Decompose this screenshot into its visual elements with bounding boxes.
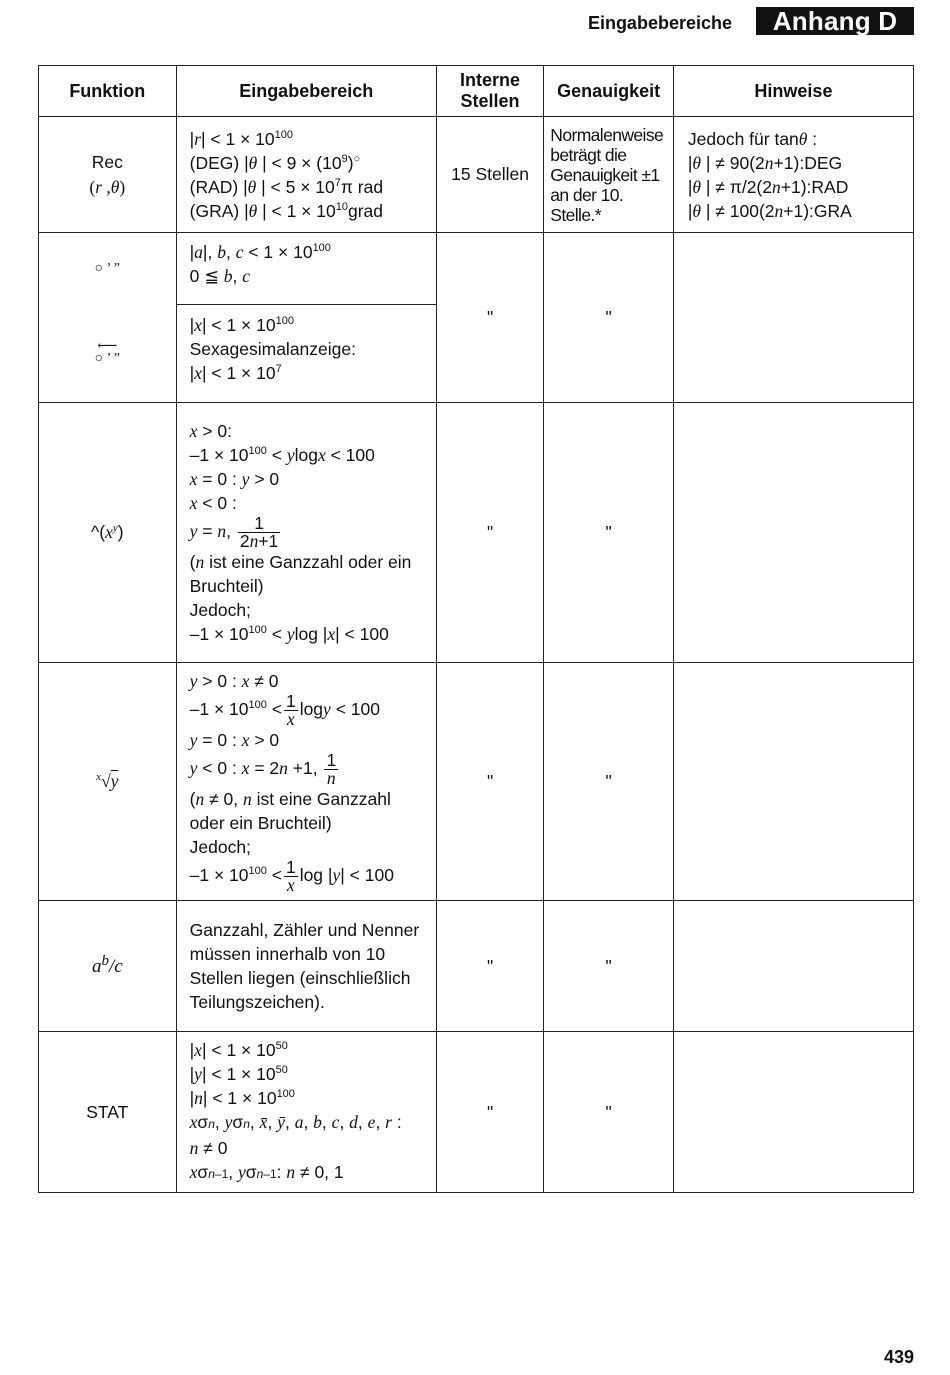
table-row <box>39 663 914 901</box>
internal-digits-cell: " <box>436 1032 543 1193</box>
function-cell: STAT <box>39 1032 177 1193</box>
function-label: $\^{}(x^y)$ <box>91 522 124 542</box>
function-cell <box>39 117 177 233</box>
table-header-row <box>39 66 914 117</box>
column-header-range: Eingabebereich <box>176 66 436 117</box>
function-cell <box>39 233 177 403</box>
table-row <box>39 403 914 663</box>
function-cell <box>39 663 177 901</box>
notes-cell <box>673 233 913 403</box>
internal-digits-cell: " <box>436 403 543 663</box>
notes-cell: Jedoch für tanθ : |θ | ≠ 90(2n+1):DEG |θ | ≠ π/2(2n+1):RAD |θ | ≠ 100(2n+1):GRA <box>673 117 913 233</box>
function-label: $^x$√y <box>96 771 119 791</box>
column-header-internal-digits: Interne Stellen <box>436 66 543 117</box>
internal-digits-cell: 15 Stellen <box>436 117 543 233</box>
dms-symbol: ○ ’ ” <box>94 261 120 276</box>
range-cell: $|r| < 1 \times 10^{100}$ (DEG) |θ | < $9 \times (10^9)^○$ (RAD) |θ | < $5 \times 10^7\pi$ rad (GRA) |θ | < $1 \times 10^{10}grad$ <box>176 117 436 233</box>
table-row <box>39 901 914 1032</box>
function-cell <box>39 403 177 663</box>
internal-digits-cell: " <box>436 663 543 901</box>
page-number: 439 <box>883 1347 914 1367</box>
accuracy-cell: " <box>544 901 674 1032</box>
notes-cell <box>673 663 913 901</box>
function-cell <box>39 901 177 1032</box>
range-cell: $|x| < 1 \times 10^{50}$ $|y| < 1 \times 10^{50}$ $|n| < 1 \times 10^{100}$ xσn, yσn, x̄, ȳ, a, b, c, d, e, r : n ≠ 0 xσn–1, yσn–1: n ≠ 0, 1 <box>176 1032 436 1193</box>
internal-digits-cell: " <box>436 233 543 403</box>
table-row <box>39 117 914 233</box>
internal-digits-cell: " <box>436 901 543 1032</box>
column-header-accuracy: Genauigkeit <box>544 66 674 117</box>
range-cell: Ganzzahl, Zähler und Nenner müssen innerhalb von 10 Stellen liegen (einschließlich Teilungszeichen). <box>176 901 436 1032</box>
accuracy-cell: " <box>544 233 674 403</box>
accuracy-cell: " <box>544 403 674 663</box>
accuracy-cell: Normalenweise beträgt die Genauigkeit ±1 an der 10. Stelle.* <box>544 117 674 233</box>
function-label: Rec (r ,θ) <box>89 151 126 197</box>
appendix-badge: Anhang D <box>756 7 914 35</box>
page-header <box>0 4 914 34</box>
accuracy-cell: " <box>544 1032 674 1193</box>
notes-cell <box>673 1032 913 1193</box>
notes-cell <box>673 403 913 663</box>
section-title: Eingabebereiche <box>587 13 732 33</box>
range-cell: y > 0 : x ≠ 0 $-1 \times 10^{100}$ < $\frac{1}{x}$ logy < 100 y = 0 : x > 0 y < 0 : x = 2n +1, $\frac{1}{n}$ (n ≠ 0, n ist eine Ganzzahl oder ein Bruchteil) Jedoch; $-1 \times 10^{100}$ < $\frac{1}{x}$ log |y| < 100 <box>176 663 436 901</box>
input-range-table <box>38 65 914 1193</box>
reverse-dms-symbol: ⟵ ○ ’ ” <box>94 338 120 366</box>
range-cell: x > 0: $-1 \times 10^{100} < ylogx < 100$ x = 0 : y > 0 x < 0 : y = n, $\frac{1}{2n+1}$ (n ist eine Ganzzahl oder ein Bruchteil) Jedoch; $-1 \times 10^{100} < ylog$ |x| < 100 <box>176 403 436 663</box>
column-header-function: Funktion <box>39 66 177 117</box>
table-row <box>39 1032 914 1193</box>
notes-cell <box>673 901 913 1032</box>
accuracy-cell: " <box>544 663 674 901</box>
range-cell: |a|, b, $c < 1 \times 10^{100}$ 0 ≦ b, c $|x| < 1 \times 10^{100}$ Sexagesimalanzeige: $|x| < 1 \times 10^7$ <box>176 233 436 403</box>
column-header-notes: Hinweise <box>673 66 913 117</box>
table-row <box>39 233 914 403</box>
function-label: $a^b/c$ <box>91 952 123 977</box>
